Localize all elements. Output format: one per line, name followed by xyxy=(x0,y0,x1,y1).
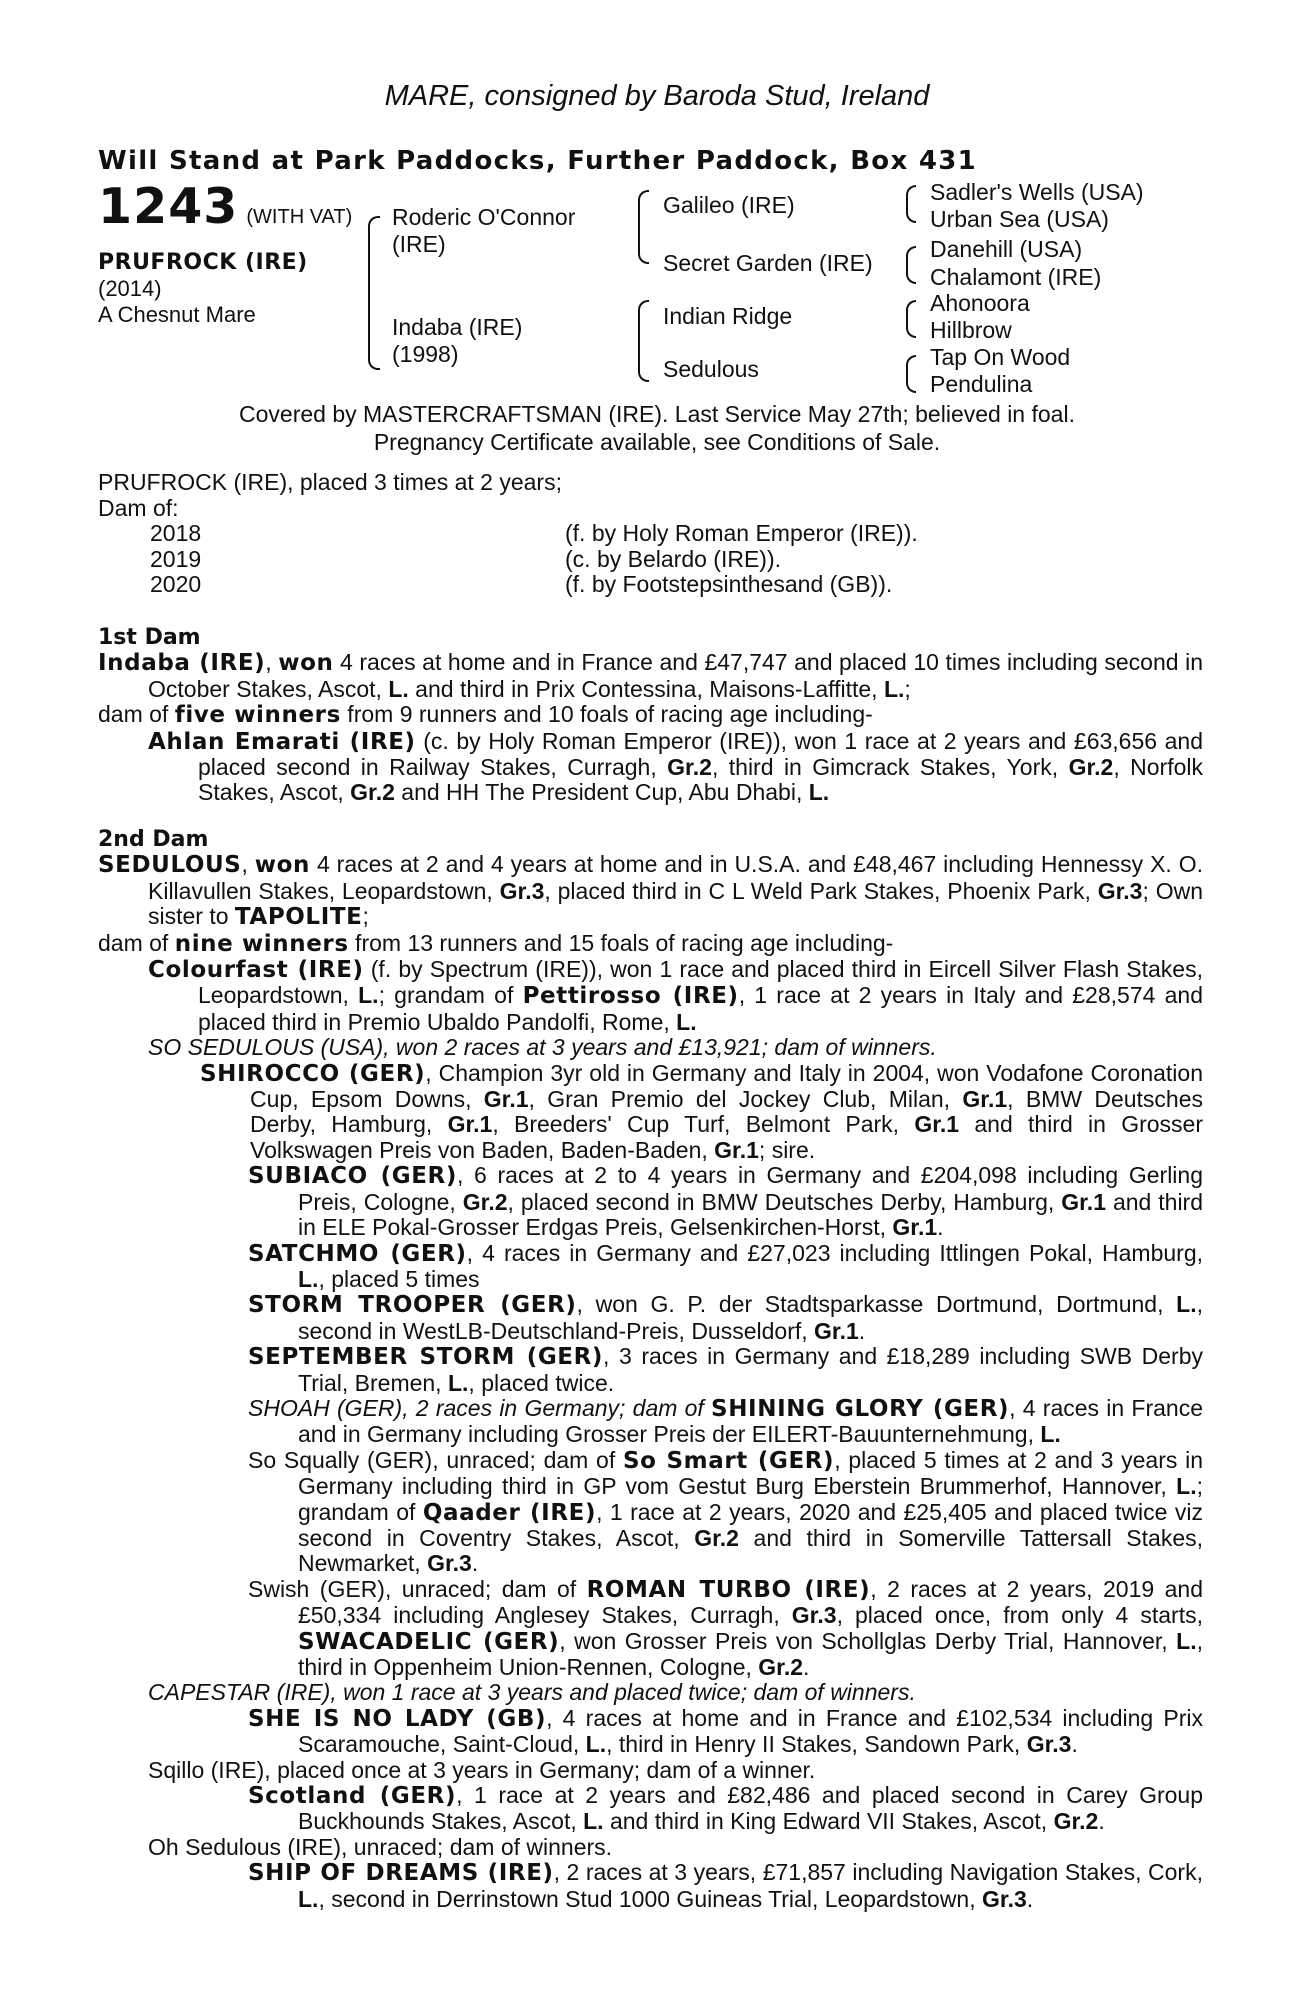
first-dam-dam-of: dam of five winners from 9 runners and 10 foals of racing age including- xyxy=(98,701,873,729)
pedigree-brace-ss xyxy=(906,185,916,223)
pedigree-dam-dam: Sedulous xyxy=(663,356,759,382)
stabling-line: Will Stand at Park Paddocks, Further Paddock, Box 431 xyxy=(98,146,978,176)
pedigree-brace-ds xyxy=(906,300,916,338)
foal-row: 2018 (f. by Holy Roman Emperor (IRE)). xyxy=(150,520,918,547)
pedigree-dss: Ahonoora xyxy=(930,290,1030,316)
horse-summary xyxy=(98,250,308,328)
first-dam-record: Indaba (IRE), won 4 races at home and in France and £47,747 and placed 10 times including second in October Stakes, Ascot, L. and third in Prix Contessina, Maisons-Laffitte, L.; xyxy=(98,649,1203,702)
covering-details: Covered by MASTERCRAFTSMAN (IRE). Last Service May 27th; believed in foal. Pregnancy Certificate available, see Conditions of Sale. xyxy=(239,401,1075,455)
pedigree-ddd: Pendulina xyxy=(930,371,1033,397)
progeny-swish: Swish (GER), unraced; dam of ROMAN TURBO (IRE), 2 races at 2 years, 2019 and £50,334 including Anglesey Stakes, Curragh, Gr.3, placed once, from only 4 starts, SWACADELIC (GER), won Grosser Preis von Schollglas Derby Trial, Hannover, L., third in Oppenheim Union-Rennen, Cologne, Gr.2. xyxy=(248,1575,1203,1680)
horse-name: PRUFROCK (IRE) xyxy=(98,250,308,275)
pedigree-brace-sire xyxy=(638,190,649,264)
horse-description: A Chesnut Mare xyxy=(98,302,256,327)
progeny-so-squally: So Squally (GER), unraced; dam of So Smart (GER), placed 5 times at 2 and 3 years in Germany including third in GP vom Gestut Burg Eberstein Brummerhof, Hannover, L.; grandam of Qaader (IRE), 1 race at 2 years, 2020 and £25,405 and placed twice viz second in Coventry Stakes, Ascot, Gr.2 and third in Somerville Tattersall Stakes, Newmarket, Gr.3. xyxy=(248,1446,1204,1577)
first-dam-progeny: Ahlan Emarati (IRE) (c. by Holy Roman Emperor (IRE)), won 1 race at 2 years and £63,656 and placed second in Railway Stakes, Curragh, Gr.2, third in Gimcrack Stakes, York, Gr.2, Norfolk Stakes, Ascot, Gr.2 and HH The President Cup, Abu Dhabi, L. xyxy=(148,727,1204,806)
pedigree-sds: Danehill (USA) xyxy=(930,236,1083,262)
dam-of-label: Dam of: xyxy=(98,494,179,521)
pedigree-sire-dam: Secret Garden (IRE) xyxy=(663,250,873,276)
foaling-year: (2014) xyxy=(98,276,162,301)
progeny-satchmo: SATCHMO (GER), 4 races in Germany and £27,023 including Ittlingen Pokal, Hamburg, L., placed 5 times xyxy=(248,1239,1204,1292)
progeny-scotland: Scotland (GER), 1 race at 2 years and £82,486 and placed second in Carey Group Buckhounds Stakes, Ascot, L. and third in King Edward VII Stakes, Ascot, Gr.2. xyxy=(248,1782,1204,1835)
foal-row: 2020 (f. by Footstepsinthesand (GB)). xyxy=(150,571,893,598)
first-dam-heading: 1st Dam xyxy=(98,625,201,650)
progeny-she-is-no-lady: SHE IS NO LADY (GB), 4 races at home and in France and £102,534 including Prix Scaramouche, Saint-Cloud, L., third in Henry II Stakes, Sandown Park, Gr.3. xyxy=(248,1704,1204,1758)
second-dam-record: SEDULOUS, won 4 races at 2 and 4 years at home and in U.S.A. and £48,467 including Hennessy X. O. Killavullen Stakes, Leopardstown, Gr.3, placed third in C L Weld Park Stakes, Phoenix Park, Gr.3; Own sister to TAPOLITE; xyxy=(98,851,1203,931)
lot-number: 1243 xyxy=(98,178,239,235)
second-dam-dam-of: dam of nine winners from 13 runners and 15 foals of racing age including- xyxy=(98,929,894,957)
second-dam-section xyxy=(98,826,1203,1912)
progeny-so-sedulous: SO SEDULOUS (USA), won 2 races at 3 years and £13,921; dam of winners. xyxy=(148,1034,937,1061)
consignor-line: MARE, consigned by Baroda Stud, Ireland xyxy=(384,80,930,112)
progeny-oh-sedulous: Oh Sedulous (IRE), unraced; dam of winners. xyxy=(148,1833,613,1860)
second-dam-heading: 2nd Dam xyxy=(98,827,209,852)
produce-intro: PRUFROCK (IRE), placed 3 times at 2 years; xyxy=(98,469,562,495)
pedigree-brace-dd xyxy=(906,355,916,393)
lot-number-block xyxy=(98,178,352,235)
progeny-storm-trooper: STORM TROOPER (GER), won G. P. der Stadtsparkasse Dortmund, Dortmund, L., second in WestLB-Deutschland-Preis, Dusseldorf, Gr.1. xyxy=(248,1291,1203,1344)
first-dam-section xyxy=(98,624,1203,806)
pedigree-ssd: Urban Sea (USA) xyxy=(930,206,1109,232)
progeny-subiaco: SUBIACO (GER), 6 races at 2 to 4 years in Germany and £204,098 including Gerling Preis, Cologne, Gr.2, placed second in BMW Deutsches Derby, Hamburg, Gr.1 and third in ELE Pokal-Grosser Erdgas Preis, Gelsenkirchen-Horst, Gr.1. xyxy=(248,1162,1204,1241)
pedigree-dam: Indaba (IRE) (1998) xyxy=(392,314,523,367)
foal-row: 2019 (c. by Belardo (IRE)). xyxy=(150,545,781,572)
vat-note: (WITH VAT) xyxy=(246,206,353,228)
progeny-shirocco: SHIROCCO (GER), Champion 3yr old in Germany and Italy in 2004, won Vodafone Coronation Cup, Epsom Downs, Gr.1, Gran Premio del Jockey Club, Milan, Gr.1, BMW Deutsches Derby, Hamburg, Gr.1, Breeders' Cup Turf, Belmont Park, Gr.1 and third in Grosser Volkswagen Preis von Baden, Baden-Baden, Gr.1; sire. xyxy=(200,1059,1204,1163)
progeny-september-storm: SEPTEMBER STORM (GER), 3 races in Germany and £18,289 including SWB Derby Trial, Bremen, L., placed twice. xyxy=(248,1343,1203,1396)
pedigree-dds: Tap On Wood xyxy=(930,344,1071,370)
pedigree-dam-sire: Indian Ridge xyxy=(663,303,793,329)
pedigree-dsd: Hillbrow xyxy=(930,317,1012,343)
pedigree-sire-sire: Galileo (IRE) xyxy=(663,192,795,218)
pedigree-sss: Sadler's Wells (USA) xyxy=(930,179,1144,205)
progeny-sqillo: Sqillo (IRE), placed once at 3 years in Germany; dam of a winner. xyxy=(148,1756,816,1783)
pedigree-sire: Roderic O'Connor (IRE) xyxy=(392,204,576,257)
pedigree-sdd: Chalamont (IRE) xyxy=(930,264,1102,290)
produce-record xyxy=(98,470,998,598)
pedigree-brace-dam xyxy=(638,300,649,382)
pedigree-brace-sd xyxy=(906,246,916,284)
progeny-colourfast: Colourfast (IRE) (f. by Spectrum (IRE)), won 1 race and placed third in Eircell Silver Flash Stakes, Leopardstown, L.; grandam of Pettirosso (IRE), 1 race at 2 years in Italy and £28,574 and placed third in Premio Ubaldo Pandolfi, Rome, L. xyxy=(148,956,1204,1035)
progeny-capestar: CAPESTAR (IRE), won 1 race at 3 years and placed twice; dam of winners. xyxy=(148,1679,916,1706)
progeny-ship-of-dreams: SHIP OF DREAMS (IRE), 2 races at 3 years, £71,857 including Navigation Stakes, Cork, L., second in Derrinstown Stud 1000 Guineas Trial, Leopardstown, Gr.3. xyxy=(248,1859,1203,1912)
pedigree-brace-main xyxy=(368,216,380,370)
progeny-shoah: SHOAH (GER), 2 races in Germany; dam of SHINING GLORY (GER), 4 races in France and in Germany including Grosser Preis der EILERT-Bauunternehmung, L. xyxy=(248,1394,1203,1448)
